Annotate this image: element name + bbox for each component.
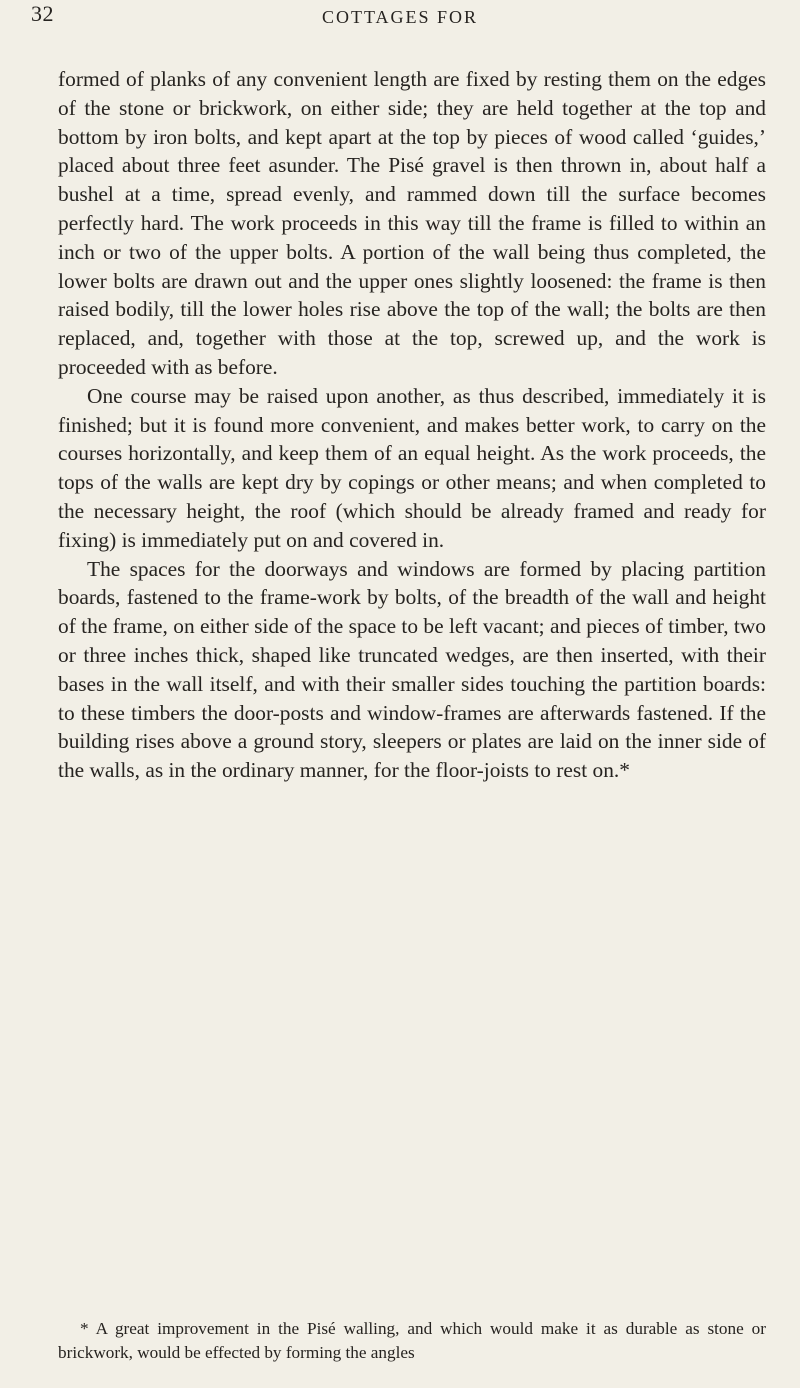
footnote-text: * A great improvement in the Pisé walling, and which would make it as durable as stone or brickwork, would be effected by forming the angles <box>58 1319 766 1362</box>
body-text <box>58 65 766 785</box>
page-number: 32 <box>31 1 54 26</box>
paragraph-continued: formed of planks of any convenient length are fixed by resting them on the edges of the stone or brickwork, on either side; they are held together at the top and bottom by iron bolts, and kept apart at the top by pieces of wood called ‘guides,’ placed about three feet asunder. The Pisé gravel is then thrown in, about half a bushel at a time, spread evenly, and rammed down till the surface becomes perfectly hard. The work proceeds in this way till the frame is filled to within an inch or two of the upper bolts. A portion of the wall being thus completed, the lower bolts are drawn out and the upper ones slightly loosened: the frame is then raised bodily, till the lower holes rise above the top of the wall; the bolts are then replaced, and, together with those at the top, screwed up, and the work is proceeded with as before. <box>58 67 766 379</box>
paragraph: The spaces for the doorways and windows are formed by placing partition boards, fastened to the frame-work by bolts, of the breadth of the wall and height of the frame, on either side of the space to be left vacant; and pieces of timber, two or three inches thick, shaped like truncated wedges, are then inserted, with their bases in the wall itself, and with their smaller sides touching the partition boards: to these timbers the door-posts and window-frames are afterwards fastened. If the building rises above a ground story, sleepers or plates are laid on the inner side of the walls, as in the ordinary manner, for the floor-joists to rest on.* <box>58 556 766 783</box>
footnote <box>58 1317 766 1365</box>
paragraph: One course may be raised upon another, as thus described, immediately it is finished; but it is found more convenient, and makes better work, to carry on the courses horizontally, and keep them of an equal height. As the work proceeds, the tops of the walls are kept dry by copings or other means; and when completed to the necessary height, the roof (which should be already framed and ready for fixing) is immediately put on and covered in. <box>58 383 766 552</box>
running-head: COTTAGES FOR <box>321 7 479 27</box>
